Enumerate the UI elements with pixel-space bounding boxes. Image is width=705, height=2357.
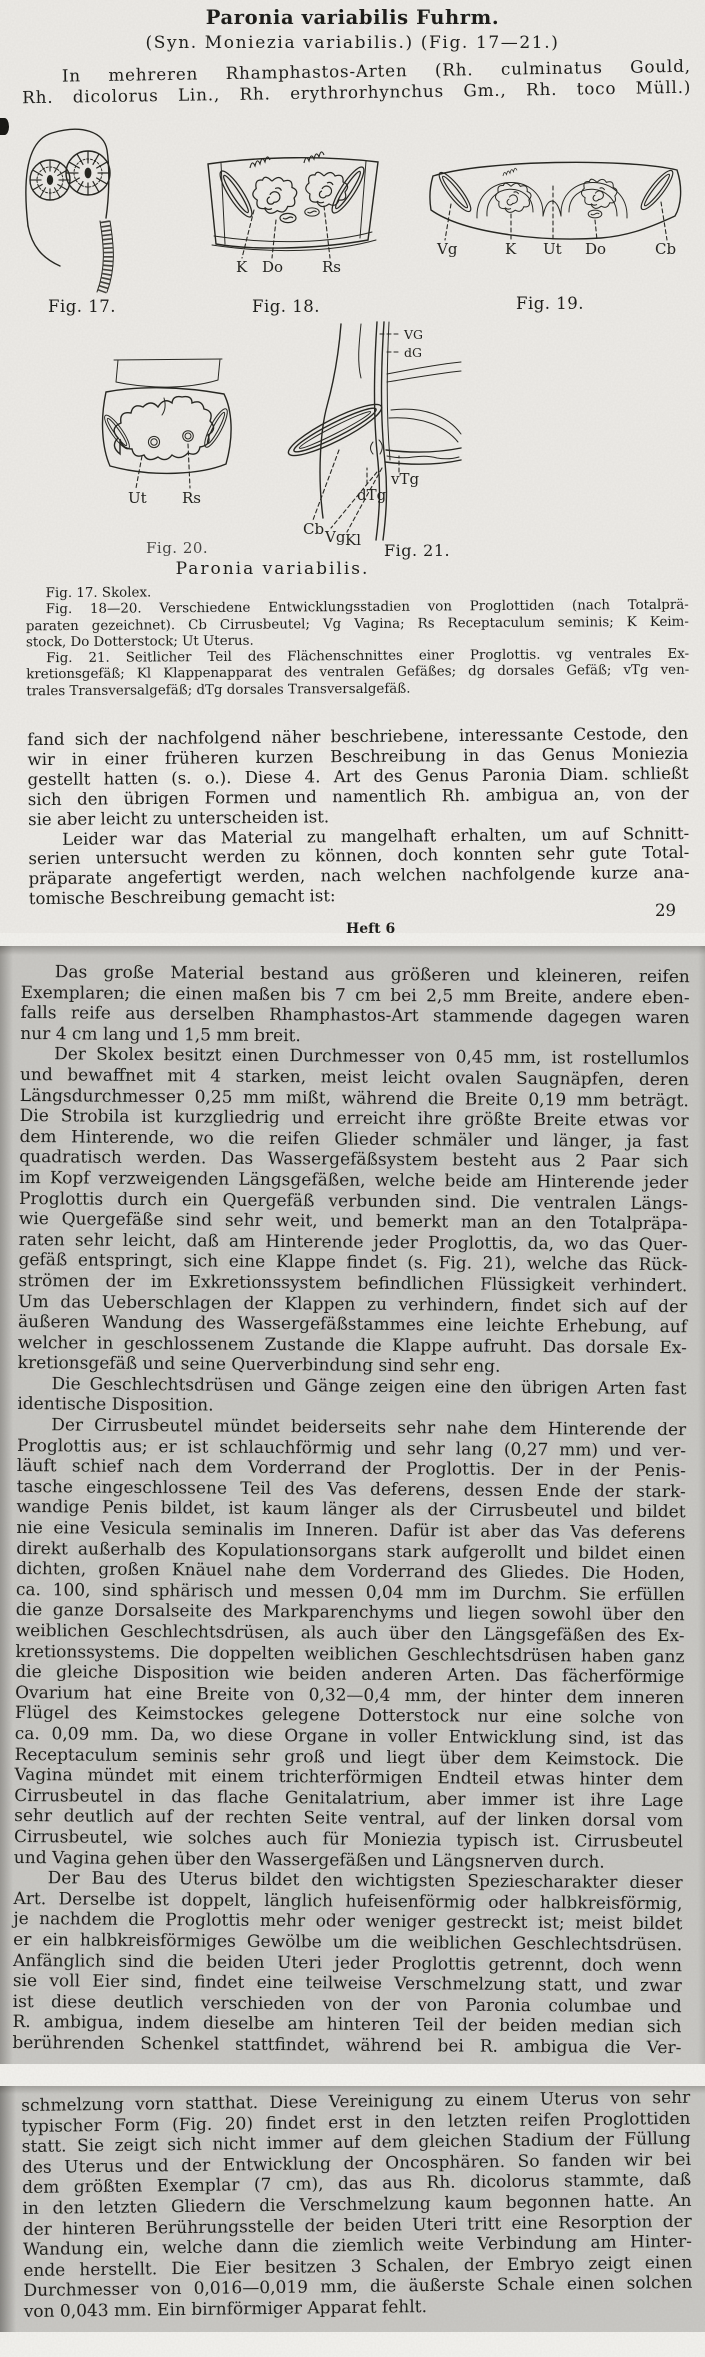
text-line: Um das Ueberschlagen der Klappen zu verhindern, findet sich auf der [18, 1291, 688, 1317]
gonad-crown [503, 168, 517, 176]
fig21-label-vg: Vg [325, 528, 346, 546]
fig19-label-ut: Ut [543, 240, 562, 258]
fig18-label-rs: Rs [322, 258, 341, 276]
description-text-end [0, 2078, 705, 2323]
text-line: sich den übrigen Formen und namentlich Rh. ambigua an, von der [27, 783, 689, 809]
fig21-label-vTg: vTg [391, 470, 420, 488]
dorsal-transverse [387, 362, 461, 382]
text-line: statt. Sie zeigt sich nicht immer auf dem gleichen Stadium der Füllung [21, 2128, 691, 2158]
fig20-label-rs: Rs [182, 489, 201, 507]
cirrus-pouch [101, 412, 133, 451]
figure-18-proglottid-drawing [192, 148, 392, 276]
text-line: berührenden Schenkel stattfindet, während bei R. ambigua die Ver- [12, 2032, 682, 2059]
text-line: sie voll Eier sind, findet eine teilweise Verschmelzung statt, und zwar [12, 1971, 682, 1997]
text-line: läuft schief nach dem Vorderrand der Proglottis. Der in der Penis- [16, 1456, 686, 1482]
receptaculum-oval [305, 208, 319, 216]
leader-line [272, 220, 276, 258]
text-line: er ein halbkreisförmiges Gewölbe um die weiblichen Geschlechtsdrüsen. [13, 1929, 683, 1956]
text-line: identische Disposition. [17, 1394, 214, 1417]
fig18-label-do: Do [262, 258, 284, 276]
page-body-text [27, 724, 690, 909]
text-line: wie Quergefäße sind sehr weit, und bemerkt man an den Totalpräpa- [18, 1209, 688, 1235]
text-line: Ovarium hat eine Breite von 0,32—0,4 mm, der hinter dem inneren [15, 1682, 685, 1709]
continuation-section-2 [0, 2086, 705, 2332]
figure-legend [26, 582, 690, 701]
page-number: 29 [655, 901, 676, 920]
text-line: und bewaffnet mit 4 starken, meist leicht ovalen Saugnäpfen, deren [19, 1064, 690, 1091]
transverse-wiggle [387, 456, 459, 459]
text-line: Der Cirrusbeutel mündet beiderseits sehr nahe dem Hinterende der [51, 1415, 687, 1441]
leader-line [313, 450, 339, 520]
text-line: tomische Beschreibung gemacht ist: [28, 886, 336, 909]
fig21-label-dTg: dTg [357, 486, 387, 504]
fig21-label-cb: Cb [303, 520, 325, 538]
text-line: Wandung ein, welche dann die ziemlich weite Verbindung am Hinter- [22, 2231, 693, 2261]
text-line: Proglottis durch ein Quergefäß verbunden sind. Die ventralen Längs- [18, 1188, 689, 1214]
text-line: die gleiche Disposition wie beiden anderen Arten. Das fächerförmige [15, 1662, 685, 1688]
body-margin-inner [359, 324, 361, 378]
intro-paragraph [22, 56, 692, 109]
journal-page-29 [0, 0, 705, 933]
text-line: Fig. 18—20. Verschiedene Entwicklungsstadien von Proglottiden (nach Totalprä- [45, 597, 689, 618]
description-text [0, 946, 705, 2059]
text-line: ca. 0,09 mm. Da, wo diese Organe in voller Entwicklung sind, ist das [14, 1723, 684, 1750]
figure-group-caption: Paronia variabilis. [175, 559, 370, 579]
figure-17-caption: Fig. 17. [48, 297, 117, 316]
text-line: kretionsgefäß und seine Querverbindung sind sehr eng. [17, 1353, 501, 1378]
gonad-cluster [495, 183, 531, 212]
text-line: des Uterus und der Entwicklung der Oncosphären. So fanden wir bei [21, 2149, 692, 2178]
text-line: Der Bau des Uterus bildet den wichtigsten Speziescharakter dieser [47, 1868, 683, 1894]
text-line: ende herstellt. Die Eier besitzen 3 Schalen, der Embryo zeigt einen [23, 2252, 693, 2281]
text-line: dem Hinterende, wo die reifen Glieder schmäler und länger, ja fast [19, 1126, 689, 1153]
figure-21-section-drawing [283, 322, 463, 550]
fig19-label-k: K [505, 240, 517, 258]
fig19-label-do: Do [585, 240, 607, 258]
text-line: Cirrusbeutel in das flache Genitalatrium, aber immer ist ihre Lage [14, 1785, 684, 1811]
text-line: Art. Derselbe ist doppelt, länglich hufeisenförmig oder halbkreisförmig, [13, 1888, 683, 1914]
figure-19-proglottid-drawing [425, 150, 685, 260]
text-line: dichten, großen Knäuel nahe dem Vorderrand des Gliedes. Die Hoden, [16, 1559, 686, 1585]
text-line: nie eine Vesicula seminalis im Inneren. Dafür ist aber das Vas deferens [16, 1518, 686, 1544]
text-line: Der Skolex besitzt einen Durchmesser von 0,45 mm, ist rostellumlos [54, 1044, 690, 1070]
text-line: gestellt hatten (s. o.). Diese 4. Art des Genus Paronia Diam. schließt [27, 763, 689, 789]
uterus-cleft [162, 398, 165, 415]
species-subtitle: (Syn. Moniezia variabilis.) (Fig. 17—21.) [145, 33, 560, 53]
leader-line [188, 444, 190, 488]
fig21-label-VG: VG [404, 327, 424, 342]
text-line: quadratisch werden. Das Wassergefäßsystem besteht aus 2 Paar sich [19, 1147, 689, 1173]
text-line: kretionssystems. Die doppelten weiblichen Geschlechtsdrüsen haben ganz [15, 1641, 685, 1667]
fig18-label-k: K [236, 258, 248, 276]
text-line: paraten gezeichnet). Cb Cirrusbeutel; Vg Vagina; Rs Receptaculum seminis; K Keim- [25, 614, 689, 634]
vas-deferens-curve [389, 409, 461, 442]
cirrus-pouch [637, 167, 677, 213]
text-line: Leider war das Material zu mangelhaft erhalten, um auf Schnitt- [62, 823, 690, 849]
text-line: wandige Penis bildet, ist kaum länger als der Cirrusbeutel und bildet [16, 1497, 686, 1523]
figure-20-caption: Fig. 20. [146, 539, 209, 557]
text-line: gefäß entspringt, sich eine Klappe findet (s. Fig. 21), welche das Rück- [18, 1250, 688, 1276]
text-line: welcher in geschlossenem Zustande die Klappe aufruht. Das dorsale Ex- [17, 1332, 687, 1358]
journal-issue-label: Heft 6 [346, 922, 396, 933]
text-line: Fig. 17. Skolex. [45, 585, 152, 602]
ventral-canal [375, 322, 387, 540]
text-line: Proglottis aus; er ist schlauchförmig und sehr lang (0,27 mm) und ver- [16, 1435, 687, 1461]
figure-21-caption: Fig. 21. [384, 541, 451, 560]
text-line: Cirrusbeutel, wie solches auch für Moniezia typisch ist. Cirrusbeutel [13, 1826, 684, 1853]
fig21-label-dG: dG [404, 345, 422, 360]
leader-line [324, 206, 330, 258]
dorsal-canal [387, 322, 390, 460]
dotterstock-oval [280, 213, 296, 222]
text-line: stock, Do Dotterstock; Ut Uterus. [25, 633, 254, 651]
text-line: raten sehr leicht, daß am Hinterende jeder Proglottis, da, wo das Quer- [18, 1229, 688, 1255]
ink-blot-artifact [0, 118, 9, 135]
text-line: Receptaculum seminis sehr groß und liegt über dem Keimstock. Die [14, 1744, 684, 1770]
receptaculum [185, 433, 191, 439]
text-line: kretionsgefäß; Kl Klappenapparat des ventralen Gefäßes; dg dorsales Gefäß; vTg ven- [26, 663, 690, 683]
text-line: Durchmesser von 0,016—0,019 mm, die äußerste Schale einen solchen [23, 2273, 693, 2302]
figure-18-caption: Fig. 18. [252, 297, 321, 316]
text-line: Flügel des Keimstockes gelegene Dotterstock nur eine solche von [14, 1703, 685, 1729]
text-line: der hinteren Berührungsstelle der beiden Uteri tritt eine Resorption der [22, 2211, 692, 2240]
text-line: Rh. dicolorus Lin., Rh. erythrorhynchus Gm., Rh. toco Müll.) [22, 76, 692, 108]
receptaculum [151, 439, 157, 445]
text-line: tasche eingeschlossene Teil des Vas deferens, dessen Ende der stark- [16, 1476, 686, 1503]
text-line: nur 4 cm lang und 1,5 mm breit. [20, 1023, 301, 1046]
text-line: äußeren Wandung des Wassergefäßstammes eine leichte Erhebung, auf [17, 1312, 688, 1338]
text-line: wir in einer früheren kurzen Beschreibung in das Genus Moniezia [27, 743, 689, 770]
fused-uterus-lobes [114, 397, 213, 460]
gonad-cluster [581, 179, 617, 208]
fig19-label-cb: Cb [655, 240, 677, 258]
text-line: fand sich der nachfolgend näher beschriebene, interessante Cestode, den [27, 723, 689, 750]
text-line: sehr deutlich auf der rechten Seite ventral, auf der linken dorsal vom [14, 1806, 684, 1832]
median-dip [543, 201, 561, 216]
text-line: weiblichen Geschlechtsdrüsen, als auch über den Längsgefäßen des Ex- [15, 1620, 685, 1647]
cirrus-pouch [435, 169, 475, 215]
text-line: in den letzten Gliedern die Verschmelzung kaum begonnen hatte. An [22, 2190, 692, 2219]
continuation-section-1 [0, 946, 705, 2064]
figure-17-scolex-drawing [16, 126, 136, 311]
fig21-label-kl: Kl [345, 531, 362, 549]
dotterstock-oval [588, 210, 602, 218]
text-line: direkt außerhalb des Kopulationsorgans stark aufgerollt und bildet einen [16, 1538, 686, 1564]
sucker-icon [30, 160, 70, 200]
text-line: sie aber leicht zu unterscheiden ist. [27, 806, 330, 829]
text-line: ist diese deutlich verschieden von der von Paronia columbae und [12, 1991, 682, 2017]
sucker-icon [66, 151, 110, 195]
previous-segment [114, 359, 222, 387]
text-line: schmelzung vorn statthat. Diese Vereinigung zu einem Uterus von sehr [21, 2087, 691, 2116]
text-line: ca. 100, sind sphärisch und messen 0,04 mm im Durchm. Sie erfüllen [15, 1579, 686, 1606]
text-line: präparate angefertigt werden, nach welchen nachfolgende kurze ana- [28, 863, 690, 889]
gonad-cluster [253, 177, 297, 213]
text-line: serien untersucht werden zu können, doch konnten sehr gute Total- [28, 843, 690, 869]
text-line: Längsdurchmesser 0,25 mm mißt, während die Breite 0,19 mm beträgt. [19, 1085, 689, 1111]
scolex-neck-left [28, 226, 60, 266]
text-line: je nachdem die Proglottis mehr oder weniger gestreckt ist; meist bildet [13, 1909, 683, 1935]
text-line: die ganze Dorsalseite des Markparenchyms und liegen sowohl über den [15, 1600, 685, 1626]
text-line: strömen der im Exkretionssystem befindlichen Flüssigkeit verhindert. [18, 1270, 688, 1297]
text-line: R. ambigua, indem dieselbe am hinteren Teil der beiden median sich [12, 2012, 682, 2038]
cirrus-pouch [201, 406, 231, 449]
leader-line [445, 204, 451, 240]
figure-20-proglottid-drawing [84, 356, 250, 508]
text-line: Fig. 21. Seitlicher Teil des Flächenschnittes einer Proglottis. vg ventrales Ex- [46, 646, 690, 667]
text-line: Die Strobila ist kurzgliedrig und erreicht ihre größte Breite etwas vor [19, 1106, 689, 1132]
text-line: Vagina mündet mit einem trichterförmigen Endteil etwas hinter dem [14, 1765, 684, 1791]
text-line: Exemplaren; die einen maßen bis 7 cm bei 2,5 mm Breite, andere eben- [20, 982, 690, 1008]
text-line: Anfänglich sind die beiden Uteri jeder Proglottis getrennt, doch wenn [12, 1950, 683, 1976]
text-line: typischer Form (Fig. 20) findet erst in den letzten reifen Proglottiden [21, 2108, 691, 2137]
text-line: Das große Material bestand aus größeren und kleineren, reifen [54, 962, 690, 988]
species-title: Paronia variabilis Fuhrm. [205, 6, 500, 29]
text-line: trales Transversalgefäß; dTg dorsales Transversalgefäß. [26, 681, 411, 700]
text-line: falls reife aus derselben Rhamphastos-Art stammende dagegen waren [20, 1003, 690, 1029]
text-line: Die Geschlechtsdrüsen und Gänge zeigen eine den übrigen Arten fast [51, 1374, 687, 1400]
fig19-label-vg: Vg [437, 240, 458, 258]
text-line: und Vagina gehen über den Wassergefäßen und Längsnerven durch. [13, 1847, 605, 1873]
leader-line [595, 220, 597, 240]
cirrus-pouch-bundle [284, 397, 387, 464]
text-line: im Kopf verzweigenden Längsgefäßen, welche beide am Hinterende jeder [19, 1167, 689, 1194]
text-line: dem größten Exemplar (7 cm), das aus Rh. dicolorus stammte, daß [22, 2170, 692, 2199]
gonad-cluster [306, 172, 348, 206]
fig20-label-ut: Ut [128, 489, 147, 507]
text-line: von 0,043 mm. Ein birnförmiger Apparat fehlt. [23, 2296, 428, 2322]
text-line: In mehreren Rhamphastos-Arten (Rh. culminatus Gould, [61, 55, 691, 86]
figure-19-caption: Fig. 19. [516, 294, 585, 313]
